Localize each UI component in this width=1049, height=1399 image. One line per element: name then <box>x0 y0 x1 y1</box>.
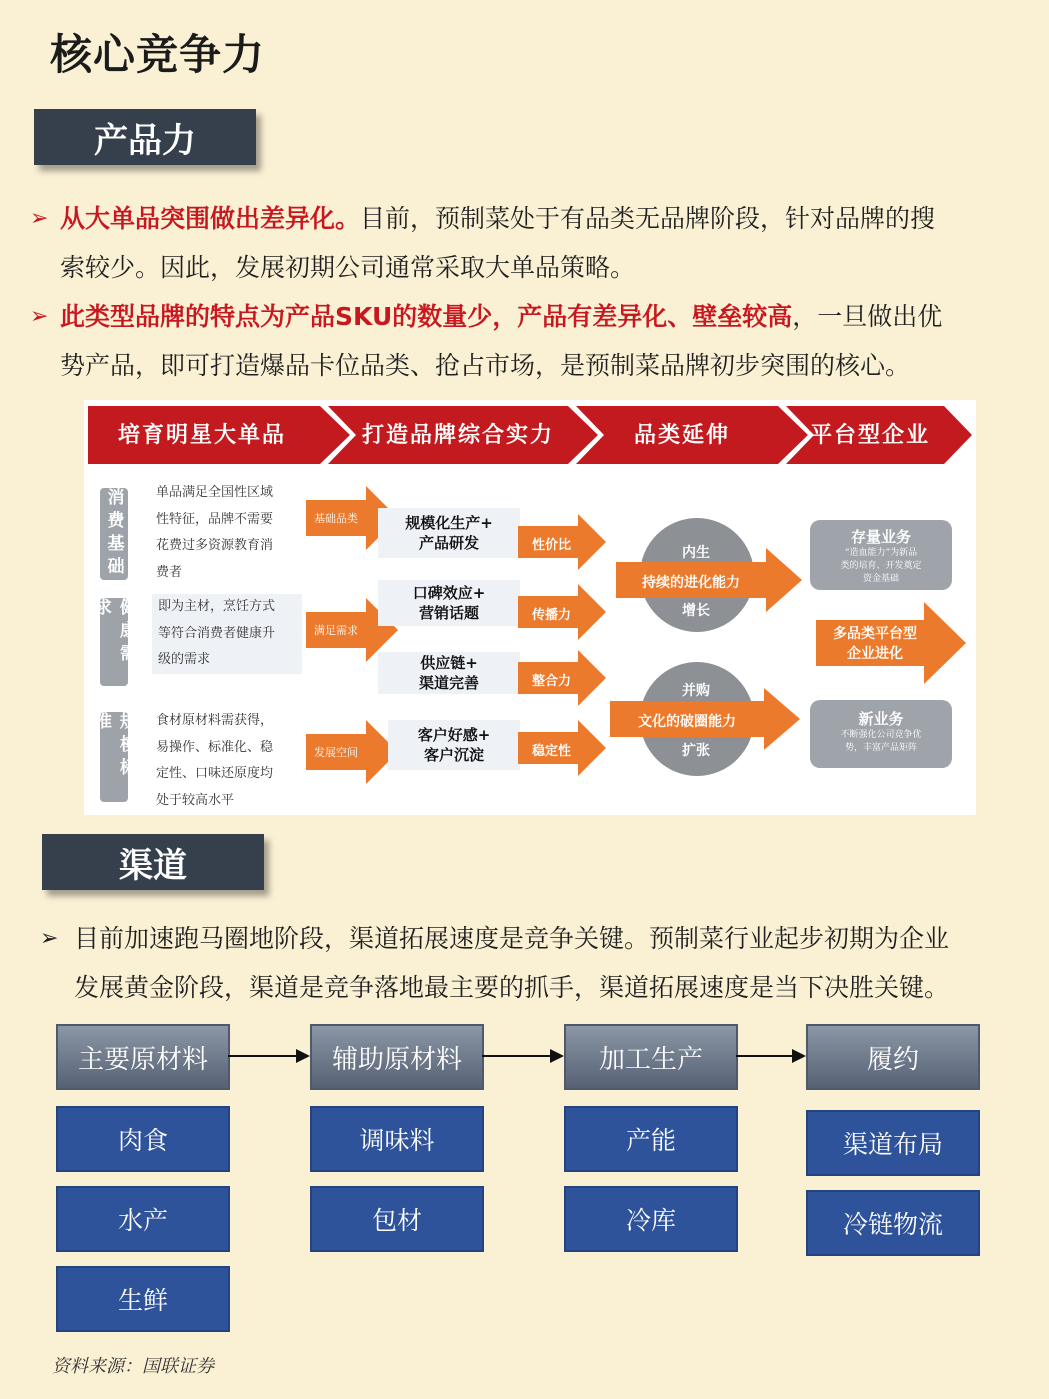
bullet-text: 目前，预制菜处于有品类无品牌阶段，针对品牌的搜 <box>360 204 936 233</box>
section-tag-label: 渠道 <box>119 845 187 886</box>
category-health-demand: 健康需求 <box>100 598 128 686</box>
chain-item: 调味料 <box>310 1106 484 1172</box>
circle-top-label: 并购 <box>682 683 710 699</box>
arrow-label: 满足需求 <box>314 624 358 637</box>
arrow-label: 整合力 <box>532 674 572 689</box>
chain-arrow-icon <box>736 1046 806 1066</box>
bullet-item <box>30 194 1030 292</box>
strategy-diagram <box>84 400 976 815</box>
arrow-label: 传播力 <box>532 608 572 623</box>
capability-box: 客户好感+ 客户沉淀 <box>388 720 520 770</box>
arrow-bullet-icon: ➢ <box>40 926 59 951</box>
chain-item: 肉食 <box>56 1106 230 1172</box>
chain-item: 产能 <box>564 1106 738 1172</box>
chain-item: 水产 <box>56 1186 230 1252</box>
circle-top-label: 内生 <box>682 545 710 561</box>
chain-item: 冷链物流 <box>806 1190 980 1256</box>
arrow-label: 持续的进化能力 <box>642 575 740 591</box>
product-bullets <box>30 194 1030 390</box>
channel-bullet <box>40 914 1020 1012</box>
arrow-label: 性价比 <box>532 538 572 553</box>
business-box: 新业务 不断强化公司竞争优 势，丰富产品矩阵 <box>810 700 952 768</box>
bullet-item <box>30 292 1030 390</box>
capability-box: 供应链+ 渠道完善 <box>378 652 520 694</box>
bullet-text-cont: 势产品，即可打造爆品卡位品类、抢占市场，是预制菜品牌初步突围的核心。 <box>60 351 911 380</box>
bullet-highlight: 从大单品突围做出差异化。 <box>60 204 361 233</box>
chain-head: 主要原材料 <box>56 1024 230 1090</box>
chain-item: 包材 <box>310 1186 484 1252</box>
chain-item: 冷库 <box>564 1186 738 1252</box>
arrow-label: 基础品类 <box>314 512 358 525</box>
chain-arrow-icon <box>228 1046 310 1066</box>
source-note: 资料来源：国联证券 <box>52 1356 214 1377</box>
chain-item: 渠道布局 <box>806 1110 980 1176</box>
section-tag-product <box>34 109 256 165</box>
category-desc: 食材原材料需获得， 易操作、标准化、稳 定性、口味还原度均 处于较高水平 <box>156 713 274 808</box>
arrow-bullet-icon: ➢ <box>30 206 49 231</box>
capability-box: 规模化生产+ 产品研发 <box>378 508 520 558</box>
chain-head: 履约 <box>806 1024 980 1090</box>
platform-arrow-label: 多品类平台型 企业进化 <box>833 626 917 662</box>
bullet-text: 发展黄金阶段，渠道是竞争落地最主要的抓手，渠道拓展速度是当下决胜关键。 <box>74 973 950 1002</box>
arrow-label: 发展空间 <box>314 746 358 759</box>
circle-bottom-label: 扩张 <box>682 743 710 759</box>
category-desc: 即为主材，烹饪方式 等符合消费者健康升 级的需求 <box>152 594 302 674</box>
stage-label-1: 培育明星大单品 <box>118 423 287 448</box>
capability-box: 口碑效应+ 营销话题 <box>378 580 520 626</box>
bullet-text-cont: 索较少。因此，发展初期公司通常采取大单品策略。 <box>60 253 636 282</box>
bullet-text: 目前加速跑马圈地阶段，渠道拓展速度是竞争关键。预制菜行业起步初期为企业 <box>74 924 950 953</box>
chain-arrow-icon <box>482 1046 564 1066</box>
section-tag-channel <box>42 834 264 890</box>
chain-head: 加工生产 <box>564 1024 738 1090</box>
bullet-text: ，一旦做出优 <box>792 302 943 331</box>
chain-head: 辅助原材料 <box>310 1024 484 1090</box>
business-box: 存量业务 “造血能力”为新品 类的培育、开发奠定 资金基础 <box>810 520 952 590</box>
stage-label-3: 品类延伸 <box>634 423 731 448</box>
page-title: 核心竞争力 <box>50 30 266 79</box>
arrow-label: 稳定性 <box>532 744 572 759</box>
circle-bottom-label: 增长 <box>682 603 710 619</box>
category-scale-standard: 规模标准 <box>100 712 128 802</box>
arrow-bullet-icon: ➢ <box>30 304 49 329</box>
stage-label-2: 打造品牌综合实力 <box>362 423 555 448</box>
chain-item: 生鲜 <box>56 1266 230 1332</box>
category-desc: 单品满足全国性区域 性特征，品牌不需要 花费过多资源教育消 费者 <box>156 485 274 580</box>
arrow-label: 文化的破圈能力 <box>638 714 736 730</box>
section-tag-label: 产品力 <box>94 120 196 161</box>
category-consumer-base: 消费基础 <box>100 488 128 580</box>
bullet-highlight: 此类型品牌的特点为产品SKU的数量少，产品有差异化、壁垒较高 <box>60 302 793 331</box>
stage-label-4: 平台型企业 <box>810 423 931 448</box>
